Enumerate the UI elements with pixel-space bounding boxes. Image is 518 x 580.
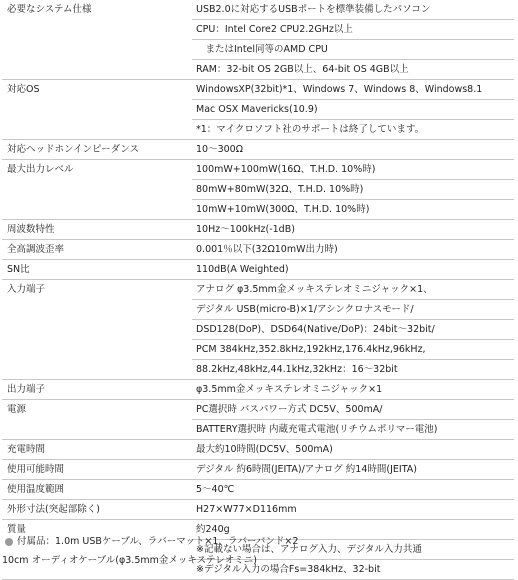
- spec-row: [2, 220, 514, 240]
- spec-label: 使用可能時間: [7, 464, 65, 475]
- spec-value: [192, 480, 514, 499]
- spec-label: 対応OS: [7, 84, 40, 95]
- spec-value-line: DSD128(DoP)、DSD64(Native/DoP)：24bit～32bit/: [192, 319, 514, 339]
- spec-row: [2, 400, 514, 440]
- spec-row: [2, 440, 514, 460]
- spec-row: [2, 140, 514, 160]
- spec-value-line: 最大約10時間(DC5V、500mA): [196, 444, 333, 455]
- spec-value: [192, 440, 514, 459]
- spec-value: [192, 140, 514, 159]
- spec-value: [192, 0, 514, 79]
- spec-value-line: 5～40℃: [196, 484, 235, 495]
- accessories-line-2: 10cm オーディオケーブル(φ3.5mm金メッキステレオミニ): [2, 555, 258, 566]
- spec-label: 充電時間: [7, 444, 46, 455]
- spec-value: [192, 460, 514, 479]
- spec-row: [2, 280, 514, 380]
- spec-label: 使用温度範囲: [7, 484, 65, 495]
- spec-row: [2, 380, 514, 400]
- spec-value-line: PCM 384kHz,352.8kHz,192kHz,176.4kHz,96kHz,: [192, 339, 514, 359]
- spec-table: [2, 0, 514, 580]
- spec-row: [2, 260, 514, 280]
- spec-value-line: *1：マイクロソフト社のサポートは終了しています。: [192, 119, 514, 139]
- accessories-text-1: 付属品：1.0m USBケーブル、ラバーマット×1、ラバーバンド×2: [17, 536, 299, 547]
- spec-label: 外形寸法(突起部除く): [7, 504, 100, 515]
- spec-row: [2, 80, 514, 140]
- spec-value-line: CPU：Intel Core2 CPU2.2GHz以上: [192, 19, 514, 39]
- spec-label: 対応ヘッドホンインピーダンス: [7, 144, 139, 155]
- spec-value-line: 100mW+100mW(16Ω、T.H.D. 10%時): [196, 164, 376, 175]
- spec-value-line: ※記載ない場合は、アナログ入力、デジタル入力共通: [192, 539, 514, 559]
- spec-value: [192, 380, 514, 399]
- spec-value-line: 10Hz～100kHz(-1dB): [196, 224, 295, 235]
- spec-value: [192, 500, 514, 519]
- spec-value-line: H27×W77×D116mm: [196, 504, 297, 515]
- spec-label: 最大出力レベル: [7, 164, 74, 175]
- spec-value: [192, 260, 514, 279]
- spec-value-line: RAM：32-bit OS 2GB以上、64-bit OS 4GB以上: [192, 59, 514, 79]
- spec-value-line: 約240g: [196, 524, 230, 535]
- spec-value-line: BATTERY選択時 内蔵充電式電池(リチウムポリマー電池): [192, 419, 514, 439]
- spec-value-line: デジタル 約6時間(JEITA)/アナログ 約14時間(JEITA): [196, 464, 417, 475]
- spec-value-line: 10mW+10mW(300Ω、T.H.D. 10%時): [192, 199, 514, 219]
- spec-row: [2, 500, 514, 520]
- spec-value-line: WindowsXP(32bit)*1、Windows 7、Windows 8、Windows8.1: [196, 84, 483, 95]
- spec-value-line: 10～300Ω: [196, 144, 243, 155]
- spec-value: [192, 240, 514, 259]
- spec-value: [192, 80, 514, 139]
- spec-label: 周波数特性: [7, 224, 55, 235]
- spec-value-line: USB2.0に対応するUSBポートを標準装備したパソコン: [196, 4, 431, 15]
- spec-value: [192, 280, 514, 379]
- spec-row: [2, 0, 514, 80]
- spec-row: [2, 160, 514, 220]
- spec-value-line: デジタル USB(micro-B)×1/アシンクロナスモード/: [192, 299, 514, 319]
- spec-label: 電源: [7, 404, 27, 415]
- accessories-note: [2, 532, 299, 570]
- spec-value-line: またはIntel同等のAMD CPU: [192, 39, 514, 59]
- bullet-icon: [5, 538, 13, 546]
- spec-value-line: アナログ φ3.5mm金メッキステレオミニジャック×1、: [196, 284, 433, 295]
- spec-value-line: φ3.5mm金メッキステレオミニジャック×1: [196, 384, 383, 395]
- spec-value: [192, 160, 514, 219]
- spec-label: SN比: [7, 264, 30, 275]
- spec-value: [192, 220, 514, 239]
- spec-value-line: 88.2kHz,48kHz,44.1kHz,32kHz：16～32bit: [192, 359, 514, 379]
- spec-label: 入力端子: [7, 284, 46, 295]
- spec-value-line: PC選択時 バスパワー方式 DC5V、500mA/: [196, 404, 383, 415]
- spec-value-line: 0.001％以下(32Ω10mW出力時): [196, 244, 338, 255]
- spec-label: 出力端子: [7, 384, 46, 395]
- spec-label: 全高調波歪率: [7, 244, 65, 255]
- spec-row: [2, 460, 514, 480]
- spec-label: 必要なシステム仕様: [7, 4, 92, 15]
- spec-value-line: 80mW+80mW(32Ω、T.H.D. 10%時): [192, 179, 514, 199]
- spec-value-line: ※デジタル入力の場合Fs=384kHz、32-bit: [192, 559, 514, 579]
- accessories-line-1: [5, 532, 298, 551]
- spec-value: [192, 400, 514, 439]
- spec-value-line: 110dB(A Weighted): [196, 264, 289, 275]
- spec-label: 質量: [7, 524, 27, 535]
- spec-row: [2, 240, 514, 260]
- spec-value-line: Mac OSX Mavericks(10.9): [192, 99, 514, 119]
- spec-row: [2, 480, 514, 500]
